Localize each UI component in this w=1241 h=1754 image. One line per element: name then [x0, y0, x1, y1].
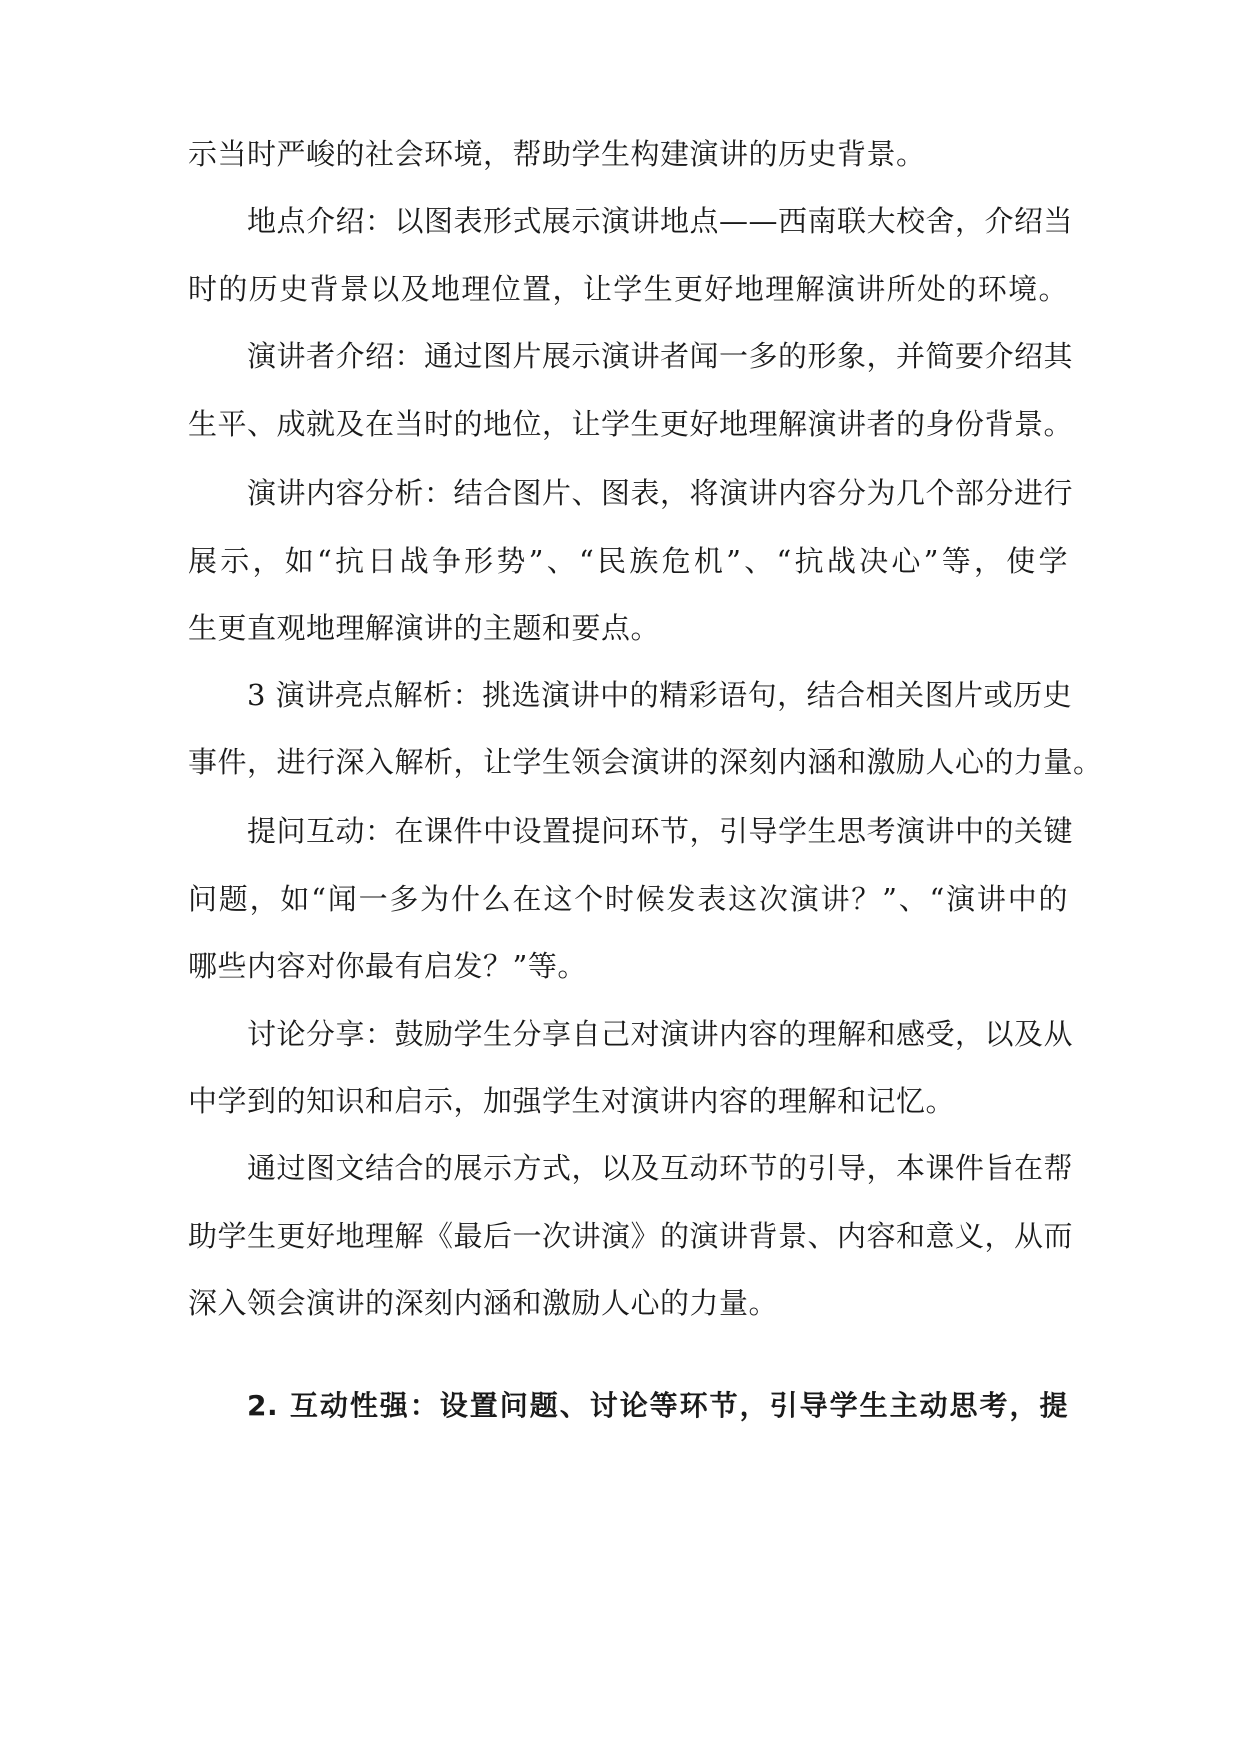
- paragraph-line: 演讲者介绍：通过图片展示演讲者闻一多的形象，并简要介绍其: [247, 339, 1074, 373]
- paragraph-line: 示当时严峻的社会环境，帮助学生构建演讲的历史背景。: [188, 137, 926, 171]
- paragraph-line: 哪些内容对你最有启发？”等。: [188, 949, 587, 983]
- paragraph-line: 事件，进行深入解析，让学生领会演讲的深刻内涵和激励人心的力量。: [188, 745, 1103, 779]
- paragraph-line: 时的历史背景以及地理位置，让学生更好地理解演讲所处的环境。: [188, 272, 1068, 306]
- paragraph-line: 演讲内容分析：结合图片、图表，将演讲内容分为几个部分进行: [247, 476, 1074, 510]
- paragraph-line: 提问互动：在课件中设置提问环节，引导学生思考演讲中的关键: [247, 814, 1074, 848]
- paragraph-line: 助学生更好地理解《最后一次讲演》的演讲背景、内容和意义，从而: [188, 1219, 1074, 1253]
- paragraph-line: 通过图文结合的展示方式，以及互动环节的引导，本课件旨在帮: [247, 1151, 1074, 1185]
- section-heading: 2. 互动性强：设置问题、讨论等环节，引导学生主动思考，提: [247, 1389, 1068, 1422]
- paragraph-line: 生平、成就及在当时的地位，让学生更好地理解演讲者的身份背景。: [188, 407, 1074, 441]
- paragraph-line: 讨论分享：鼓励学生分享自己对演讲内容的理解和感受，以及从: [247, 1017, 1074, 1051]
- paragraph-line: 生更直观地理解演讲的主题和要点。: [188, 611, 661, 645]
- paragraph-line: 深入领会演讲的深刻内涵和激励人心的力量。: [188, 1286, 779, 1320]
- paragraph-line: 问题，如“闻一多为什么在这个时候发表这次演讲？”、“演讲中的: [188, 882, 1068, 916]
- paragraph-line: 地点介绍：以图表形式展示演讲地点——西南联大校舍，介绍当: [247, 204, 1074, 238]
- paragraph-line: 中学到的知识和启示，加强学生对演讲内容的理解和记忆。: [188, 1084, 956, 1118]
- paragraph-line: 3 演讲亮点解析：挑选演讲中的精彩语句，结合相关图片或历史: [247, 678, 1073, 712]
- paragraph-line: 展示，如“抗日战争形势”、“民族危机”、“抗战决心”等，使学: [188, 544, 1068, 578]
